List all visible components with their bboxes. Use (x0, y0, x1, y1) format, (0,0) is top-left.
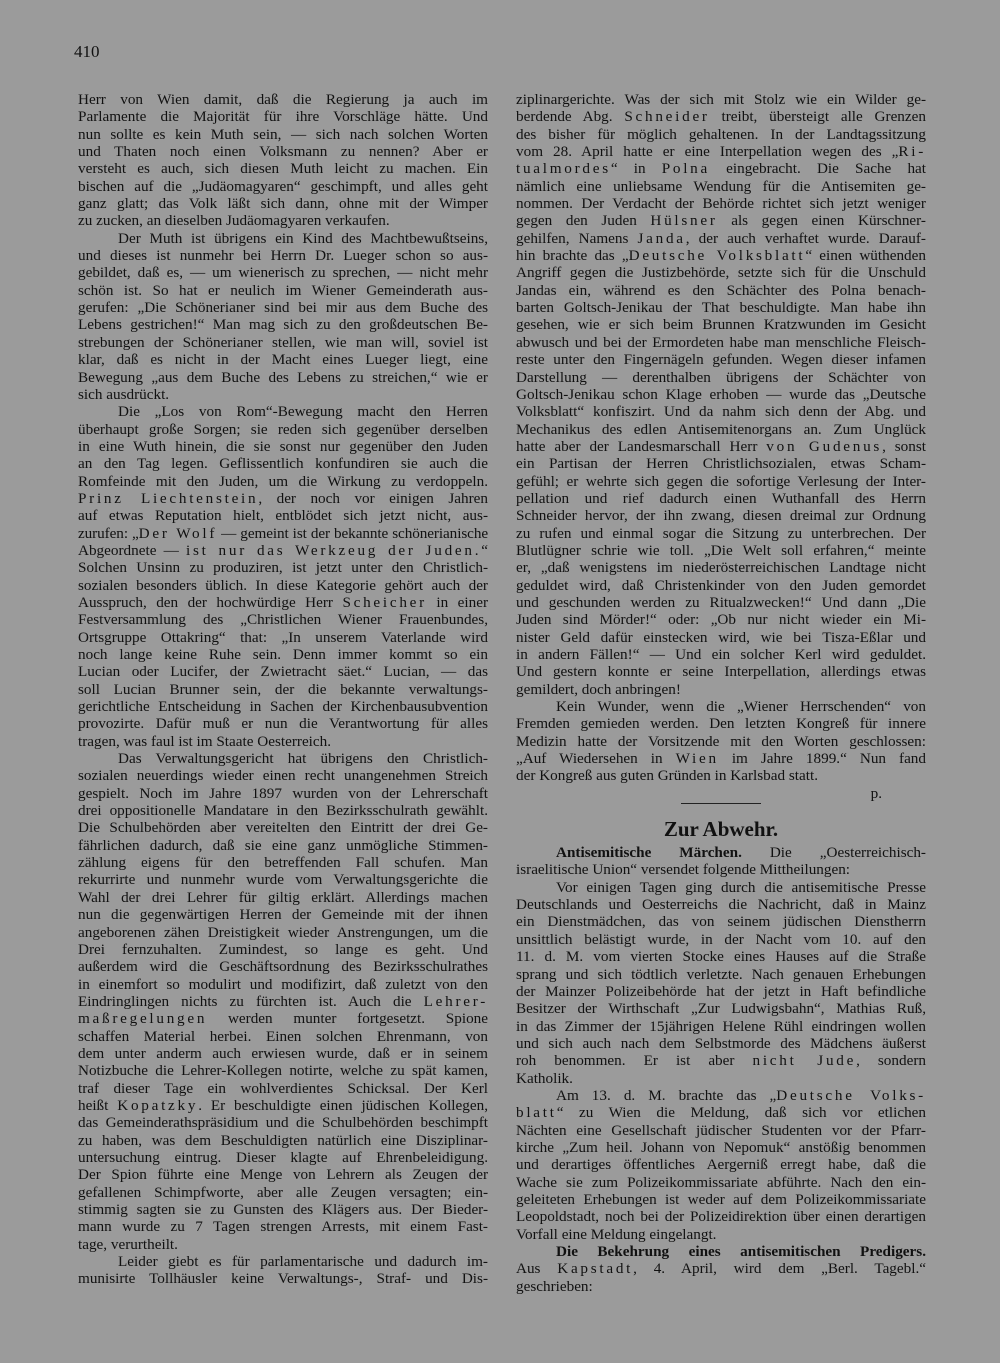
spaced-emphasis: nicht Jude (752, 1052, 857, 1070)
text-line (78, 594, 488, 611)
text-run: vom 28. April hatte er eine Interpellation wegen des „ (516, 143, 899, 161)
text-run: — gemeint ist der bekannte schönerianische (217, 524, 488, 542)
text-line: gebildet, daß es, — um wienerisch zu sprechen, — nicht mehr (78, 264, 488, 282)
text-line: zu rufen und einmal sogar die Sitzung zu unterbrechen. Der (516, 524, 926, 542)
text-line: Darstellung — derenthalben übrigens der Schächter von (516, 368, 926, 386)
text-run: heißt (78, 1096, 118, 1114)
text-line: angeborenen zähen Dreistigkeit wieder Anstrengungen, um die (78, 923, 488, 941)
text-line (516, 1243, 926, 1260)
text-line: versteht es auch, sich diesen Muth leicht zu machen. Ein (78, 160, 488, 178)
spaced-emphasis: von Gudenus (766, 437, 883, 455)
text-line: gespielt. Noch im Jahre 1897 wurden von der Lehrerschaft (78, 784, 488, 802)
text-line: Bewegung „aus dem Buche des Lebens zu streichen,“ wie er (78, 368, 488, 386)
spaced-emphasis: ist nur das Werkzeug der Juden. (186, 541, 482, 559)
text-line: gefallenen Schimpfworte, aber alle Zeugen versagten; ein- (78, 1183, 488, 1201)
text-line: nister Geld dafür einstecken wird, wie bei Tisza-Eßlar und (516, 628, 926, 646)
text-line (516, 750, 926, 767)
text-line: tragen, was faul ist im Staate Oesterreich. (78, 732, 332, 750)
text-line: provozirte. Dafür muß er nun die Verantwortung für alles (78, 715, 488, 733)
text-line: ganz glatt; das Volk läßt sich dann, ohne mit der Wimper (78, 195, 488, 213)
text-run: berdende Abg. (516, 108, 625, 126)
text-run: gehilfen, Namens (516, 229, 638, 247)
text-line: Besitzer der Wirthschaft „Zur Ludwigsbahn“, Mathias Ruß, (516, 1000, 926, 1018)
text-line: zu zucken, an dieselben Judäomagyaren verkaufen. (78, 212, 390, 230)
text-line: Mechanikus des edlen Antisemitenorgans an. Zum Unglück (516, 420, 926, 438)
text-line: und geschunden werden zu Ritualzwecken!“ Und dann „Die (516, 593, 926, 611)
text-run: hatte aber der Landesmarschall Herr (516, 437, 767, 455)
spaced-emphasis: tualmordes (516, 160, 611, 178)
text-line: nämlich eine unliebsame Wendung für die Antisemiten ge- (516, 177, 926, 195)
text-line: klar, daß es nicht in der Macht eines Lueger liegt, eine (78, 351, 488, 369)
text-line: rekurrirte und nunmehr wurde vom Verwaltungsgerichte die (78, 871, 488, 889)
text-run: , der noch vor einigen Jahren (258, 489, 488, 507)
text-line: ein Partisan der Herren Christlichsozialen, etwas Scham- (516, 455, 926, 473)
text-line (516, 247, 926, 264)
text-run: , der auch verhaftet wurde. Darauf- (685, 229, 926, 247)
text-line (516, 143, 926, 160)
paragraph (516, 844, 926, 879)
text-line (516, 438, 926, 455)
text-line: Die Schulbehörden aber vereitelten den Eintritt der drei Ge- (78, 819, 488, 837)
text-line: soll Lucian Brunner sein, der die bekannte verwaltungs- (78, 680, 488, 698)
text-line: gesehen, wie er sich beim Brunnen Kratzwunden im Gesicht (516, 316, 926, 334)
text-line (516, 160, 926, 177)
paragraph (516, 1243, 926, 1295)
text-run: eingebracht. Die Sache hat (710, 160, 926, 178)
text-line: Wahl der drei Lehrer für giltig erklärt. Allerdings machen (78, 888, 488, 906)
text-run: , sondern (856, 1052, 926, 1070)
text-line: Goltsch-Jenikau schon Klage erhoben — wurde das „Deutsche (516, 385, 926, 403)
spaced-emphasis: Lehrer- (423, 992, 488, 1010)
text-line: der Mainzer Polizeibehörde hat der jetzt in Haft befindliche (516, 982, 926, 1000)
text-line: Jandas ein, während es den Schächter des Polna benach- (516, 281, 926, 299)
text-line: nun die gegenwärtigen Herren der Gemeinde mit der ihnen (78, 906, 488, 924)
text-line: Schneider hervor, der ihn zwang, diesen dreimal zur Ordnung (516, 507, 926, 525)
text-line (516, 108, 926, 125)
text-line (78, 525, 488, 542)
text-run: “ zu Wien die Meldung, daß sich vor etlichen (556, 1104, 926, 1122)
text-line: Und gestern konnte er seine Interpellation, allerdings etwas (516, 663, 926, 681)
text-line: untersuchung eintrug. Dieser klagte auf Ehrenbeleidigung. (78, 1148, 488, 1166)
text-line: geduldet wird, daß Christenkinder von den Juden gemordet (516, 576, 926, 594)
spaced-emphasis: Deutsche Volksblatt (628, 247, 806, 265)
text-line: Vorfall eine Meldung eingelangt. (516, 1225, 717, 1243)
text-line: sich ausdrückt. (78, 385, 170, 403)
text-run: . Er beschuldigte einen jüdischen Kollegen, (198, 1096, 488, 1114)
text-run: Am 13. d. M. brachte das „ (556, 1086, 777, 1104)
text-run: im Jahre 1899.“ Nun fand (718, 750, 926, 768)
text-line: Nächten eine Gesellschaft jüdischer Studenten vor der Pfarr- (516, 1121, 926, 1139)
text-line: schön ist. So hat er neulich im Wiener Gemeinderath aus- (78, 281, 488, 299)
text-run: , sonst (882, 437, 926, 455)
text-line: und dieses ist nunmehr bei Herrn Dr. Lueger schon so aus- (78, 247, 488, 265)
text-run: , 4. April, wird dem „Berl. Tagebl.“ (633, 1260, 926, 1278)
text-line: schaffen Material herbei. Einen solchen Ehrenmann, von (78, 1027, 488, 1045)
text-line: Das Verwaltungsgericht hat übrigens den Christlich- (118, 750, 488, 768)
text-line: pellation und rief dadurch einen Wuthanfall des Herrn (516, 489, 926, 507)
text-line: Der Muth ist übrigens ein Kind des Machtbewußtseins, (118, 229, 488, 247)
text-line: zu haben, was dem Beschuldigten natürlich eine Disziplinar- (78, 1131, 488, 1149)
text-run: „Auf Wiedersehen in (516, 750, 676, 768)
text-line (78, 993, 488, 1010)
text-line: noch lange keine Ruhe sein. Denn immer kommt so ein (78, 646, 488, 663)
spaced-emphasis: Prinz Liechtenstein (78, 489, 259, 507)
section-heading: Zur Abwehr. (663, 817, 779, 842)
text-line: kirche „Zum heil. Johann von Nepomuk“ anstößig benommen (516, 1138, 926, 1156)
spaced-emphasis: Der Wolf (138, 524, 218, 542)
text-run: treibt, übersteigt alle Grenzen (709, 108, 926, 126)
text-line: Juden sind Mörder!“ oder: „Ob nur nicht wieder ein Mi- (516, 611, 926, 629)
text-line: Solchen Unsinn zu produziren, ist jetzt unter den Christlich- (78, 559, 488, 577)
paragraph (78, 1253, 488, 1288)
text-line (78, 1010, 488, 1027)
text-line (78, 1097, 488, 1114)
text-line: munisirte Tollhäusler keine Verwaltungs-, Straf- und Dis- (78, 1270, 488, 1288)
text-line: zählung eigens für den betreffenden Fall schufen. Man (78, 854, 488, 872)
spaced-emphasis: Deutsche Volks- (776, 1086, 926, 1104)
text-line: sozialen besonders üblich. In diese Kategorie gehört auch der (78, 576, 488, 594)
text-line: Deutschlands und Oesterreichs die Nachricht, daß in Mainz (516, 896, 926, 914)
text-line: gerichtliche Entscheidung in Sachen der Kirchenbausubvention (78, 698, 488, 716)
text-run: “ (481, 541, 489, 559)
text-run: Aus (516, 1260, 558, 1278)
text-line: Medizin hatte der Vorsitzende mit den Worten geschlossen: (516, 732, 926, 750)
spaced-emphasis: Wien (675, 750, 719, 768)
right-column (516, 91, 926, 1295)
text-run: “ in (610, 160, 662, 178)
text-line: Katholik. (516, 1069, 573, 1087)
text-line: tage, verurtheilt. (78, 1235, 178, 1253)
text-line: des bisher für möglich gehaltenen. In der Landtagssitzung (516, 125, 926, 143)
text-line: gemildert, doch anbringen! (516, 680, 681, 698)
text-run: zurufen: „ (78, 524, 139, 542)
text-line: Leider giebt es für parlamentarische und dadurch im- (118, 1253, 488, 1271)
text-line: abwusch und bei der Ermordeten habe man menschliche Fleisch- (516, 333, 926, 351)
text-line: Herr von Wien damit, daß die Regierung ja auch im (78, 91, 488, 108)
text-line: Festversammlung des „Christlichen Wiener Frauenbundes, (78, 611, 488, 629)
text-line: sprang und sich tödtlich verletzte. Nach genauen Erhebungen (516, 965, 926, 983)
text-line (78, 542, 488, 559)
article-continuation (516, 91, 926, 785)
text-line: Vor einigen Tagen ging durch die antisemitische Presse (556, 878, 926, 896)
text-line: barten Goltsch-Jenikau der That beschuldigte. Man habe ihn (516, 299, 926, 317)
text-line: geleiteten Erhebungen ist weder auf dem Polizeikommissariate (516, 1190, 926, 1208)
run-in-heading: Antisemitische Märchen. (556, 844, 742, 862)
text-line (516, 1052, 926, 1069)
paragraph (516, 91, 926, 698)
text-line: nun sollte es kein Muth sein, — sich nach solchen Worten (78, 125, 488, 143)
paragraph (78, 750, 488, 1253)
text-line: in andern Fällen!“ — Und ein solcher Kerl wird geduldet. (516, 646, 926, 663)
text-line: und derartiges öffentliches Aergerniß erregt habe, daß die (516, 1156, 926, 1174)
text-line: das Gemeinderathspräsidium und die Schulbehörden beschimpft (78, 1114, 488, 1132)
text-run: roh benommen. Er ist aber (516, 1052, 753, 1070)
paragraph (78, 230, 488, 403)
text-line: bischen auf die „Judäomagyaren“ geschimpft, und alles geht (78, 177, 488, 195)
text-line (516, 1260, 926, 1277)
text-run: Abgeordnete — (78, 541, 187, 559)
spaced-emphasis: Scheicher (342, 593, 427, 611)
text-line: an den Tag legen. Geflissentlich konfundiren sie auch die (78, 455, 488, 473)
text-run: Die „Oesterreichisch- (741, 844, 926, 862)
text-line (516, 844, 926, 861)
text-line: dem unter anderm auch erwiesen wurde, daß er in seinem (78, 1044, 488, 1062)
spaced-emphasis: blatt (516, 1104, 557, 1122)
text-line: er, „daß wenigstens im niederösterreichischen Landtage nicht (516, 559, 926, 577)
spaced-emphasis: maßregelungen (78, 1010, 208, 1028)
text-line: Ortsgruppe Ottakring“ that: „In unserem Vaterlande wird (78, 628, 488, 646)
text-run: werden munter fortgesetzt. Spione (207, 1010, 488, 1028)
text-line (516, 1104, 926, 1121)
spaced-emphasis: Hülsner (650, 212, 718, 230)
text-run: hin brachte das „ (516, 247, 629, 265)
text-line: 11. d. M. vom vierten Stocke eines Hauses auf die Straße (516, 948, 926, 966)
text-line (78, 490, 488, 507)
text-line (516, 1087, 926, 1104)
text-run: als gegen einen Kürschner- (717, 212, 926, 230)
paragraph (516, 879, 926, 1087)
text-run: gegen den Juden (516, 212, 651, 230)
text-run: in einer (426, 593, 488, 611)
text-line: und sich auch nach dem Selbstmorde des Mädchens äußerst (516, 1034, 926, 1052)
paragraph (78, 403, 488, 750)
text-line (516, 212, 926, 229)
text-line: Lebens gestrichen!“ Man mag sich zu den großdeutschen Be- (78, 316, 488, 334)
text-line: gefühl; er wehrte sich gegen die sofortige Verlesung der Inter- (516, 472, 926, 490)
paragraph (516, 698, 926, 785)
text-line: Wache sie zum Polizeikommissariate abführte. Nach den ein- (516, 1173, 926, 1191)
text-line: mann wurde zu 7 Tagen strengen Arrests, mit einem Fast- (78, 1218, 488, 1236)
text-run: Eindringlingen nichts zu fürchten ist. Auch die (78, 992, 424, 1010)
text-line: traf dieser Tage ein wohlverdientes Schicksal. Der Kerl (78, 1079, 488, 1097)
text-line: Leopoldstadt, noch bei der Polizeidirektion über einen derartigen (516, 1208, 926, 1226)
spaced-emphasis: Kopatzky (117, 1096, 199, 1114)
text-line: Romfeinde mit den Juden, um die Wirkung zu verdoppeln. (78, 472, 488, 490)
text-line: fährlichen dadurch, daß sie eine ganz unmögliche Stimmen- (78, 836, 488, 854)
spaced-emphasis: Janda (637, 229, 686, 247)
text-line: in einemfort so modulirt und modifizirt, daß zuletzt von den (78, 975, 488, 993)
text-line: reste unter den Fingernägeln gefunden. Wegen dieser infamen (516, 351, 926, 369)
author-signature: p. (870, 784, 882, 802)
text-line: Notizbuche die Lehrer-Kollegen notirte, welche zu spät kamen, (78, 1062, 488, 1080)
text-line: stimmig sagten sie zu Gunsten des Klägers aus. Der Bieder- (78, 1201, 488, 1218)
text-run: “ einen wüthenden (805, 247, 926, 265)
spaced-emphasis: Kapstadt (557, 1260, 634, 1278)
text-line: unsittlich belästigt wurde, in der Nacht vom 10. auf den (516, 930, 926, 948)
text-line: in das Zimmer der 15jährigen Helene Rühl eindringen wollen (516, 1017, 926, 1035)
text-line: drei oppositionelle Mandatare in den Bezirksschulrath gewählt. (78, 802, 488, 820)
text-line: ein Dienstmädchen, das von seinem jüdischen Dienstherrn (516, 913, 926, 931)
text-line: Parlamente die Majorität für ihre Vorschläge hätte. Und (78, 108, 488, 126)
text-line: Kein Wunder, wenn die „Wiener Herrschenden“ von (556, 698, 926, 716)
paragraph (78, 91, 488, 230)
spaced-emphasis: Polna (661, 160, 710, 178)
text-line (516, 230, 926, 247)
text-line: israelitische Union“ versendet folgende Mittheilungen: (516, 861, 851, 879)
text-line: auf etwas Reputation hielt, entblödet sich jetzt nicht, aus- (78, 507, 488, 525)
spaced-emphasis: Ri- (898, 143, 926, 161)
text-line: geschrieben: (516, 1277, 593, 1295)
text-line: strebungen der Schönerianer stellen, wie man will, soviel ist (78, 333, 488, 351)
text-line: Volksblatt“ konfiszirt. Und da nahm sich denn der Abg. und (516, 403, 926, 421)
text-line: Fremden gemieden werden. Den letzten Kongreß für innere (516, 715, 926, 733)
text-line: Drei fernzuhalten. Zumindest, so lange es geht. Und (78, 940, 488, 958)
text-line: Lucian oder Lucifer, der Zwietracht säet.“ Lucian, — das (78, 663, 488, 681)
text-line: gerufen: „Die Schönerianer sind bei mir aus dem Buche des (78, 299, 488, 317)
left-column (78, 91, 488, 1288)
page-number: 410 (74, 42, 100, 61)
section-divider (516, 802, 926, 814)
spaced-emphasis: Schneider (624, 108, 710, 126)
text-line: und Thaten noch einen Volksmann zu nennen? Aber er (78, 143, 488, 161)
text-line: Die „Los von Rom“-Bewegung macht den Herren (118, 403, 488, 421)
text-line: in eine Wuth hinein, die sie sonst nur gegenüber den Juden (78, 437, 488, 455)
text-line: nommen. Der Verdacht der Behörde richtet sich jetzt weniger (516, 195, 926, 213)
text-line: ziplinargerichte. Was der sich mit Stolz wie ein Wilder ge- (516, 91, 926, 108)
paragraph (516, 1087, 926, 1243)
text-line: Der Spion führte eine Menge von Lehrern als Zeugen der (78, 1166, 488, 1184)
text-line: Blutlügner schrie wie toll. „Die Welt soll erfahren,“ meinte (516, 541, 926, 559)
text-run: Ausspruch, den der hochwürdige Herr (78, 593, 343, 611)
section-body (516, 844, 926, 1295)
text-line: der Kongreß aus guten Gründen in Karlsbad statt. (516, 767, 818, 785)
text-line: außerdem wird die Geschäftsordnung des Bezirksschulrathes (78, 958, 488, 976)
text-line: sozialen neuerdings wieder einen recht unangenehmen Streich (78, 767, 488, 785)
text-line: überhaupt große Sorgen; sie reden sich gegenüber derselben (78, 420, 488, 438)
text-line: Angriff gegen die Justizbehörde, setzte sich für die Unschuld (516, 264, 926, 282)
run-in-heading: Die Bekehrung eines antisemitischen Predigers. (556, 1243, 926, 1260)
